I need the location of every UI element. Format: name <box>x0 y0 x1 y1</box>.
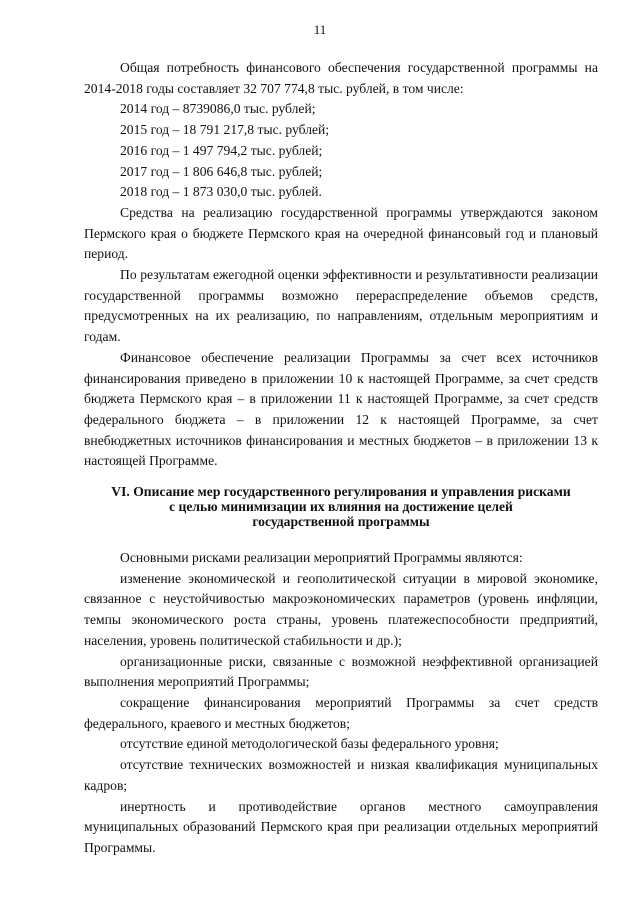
finance-year-2015: 2015 год – 18 791 217,8 тыс. рублей; <box>120 122 330 138</box>
section-heading-line-1: VI. Описание мер государственного регулирования и управления рисками <box>111 484 571 500</box>
finance-year-2018: 2018 год – 1 873 030,0 тыс. рублей. <box>120 184 322 200</box>
section-heading <box>84 484 598 529</box>
risk-item-economic: изменение экономической и геополитической ситуации в мировой экономике, связанное с неустойчивостью макроэкономических параметров (уровень инфляции, темпы экономического роста страны, уровень платежеспособности предприятий, населения, уровень политической стабильности и др.); <box>84 570 598 648</box>
document-body <box>84 58 598 859</box>
heading-spacer <box>84 529 598 548</box>
risk-item-funding-cut: сокращение финансирования мероприятий Программы за счет средств федерального, краевого и местных бюджетов; <box>84 694 598 731</box>
section-heading-line-2: с целью минимизации их влияния на достижение целей <box>169 499 513 515</box>
finance-intro-paragraph: Общая потребность финансового обеспечения государственной программы на 2014-2018 годы составляет 32 707 774,8 тыс. рублей, в том числе: <box>84 60 598 96</box>
risk-item-methodology: отсутствие единой методологической базы федерального уровня; <box>120 736 499 752</box>
finance-year-2016: 2016 год – 1 497 794,2 тыс. рублей; <box>120 142 323 158</box>
redistribution-paragraph: По результатам ежегодной оценки эффективности и результативности реализации государственной программы возможно перераспределение объемов средств, предусмотренных на их реализацию, по направлениям, отдельным мероприятиям и годам. <box>84 267 598 345</box>
appendix-sources-paragraph: Финансовое обеспечение реализации Программы за счет всех источников финансирования приведено в приложении 10 к настоящей Программе, за счет средств бюджета Пермского края – в приложении 11 к настоящей Программе, за счет средств федерального бюджета – в приложении 12 к настоящей Программе, за счет внебюджетных источников финансирования и местных бюджетов – в приложении 13 к настоящей Программе. <box>84 349 598 469</box>
risk-item-organizational: организационные риски, связанные с возможной неэффективной организацией выполнения мероприятий Программы; <box>84 653 598 690</box>
risk-item-inertia: инертность и противодействие органов местного самоуправления муниципальных образований Пермского края при реализации отдельных мероприятий Программы. <box>84 798 598 855</box>
page-number: 11 <box>313 22 327 37</box>
finance-year-2014: 2014 год – 8739086,0 тыс. рублей; <box>120 101 316 117</box>
risk-item-technical: отсутствие технических возможностей и низкая квалификация муниципальных кадров; <box>84 757 598 793</box>
finance-year-2017: 2017 год – 1 806 646,8 тыс. рублей; <box>120 163 323 179</box>
budget-law-paragraph: Средства на реализацию государственной программы утверждаются законом Пермского края о бюджете Пермского края на очередной финансовый год и плановый период. <box>84 204 598 262</box>
risks-intro-paragraph: Основными рисками реализации мероприятий Программы являются: <box>120 550 523 566</box>
section-heading-line-3: государственной программы <box>252 514 430 530</box>
